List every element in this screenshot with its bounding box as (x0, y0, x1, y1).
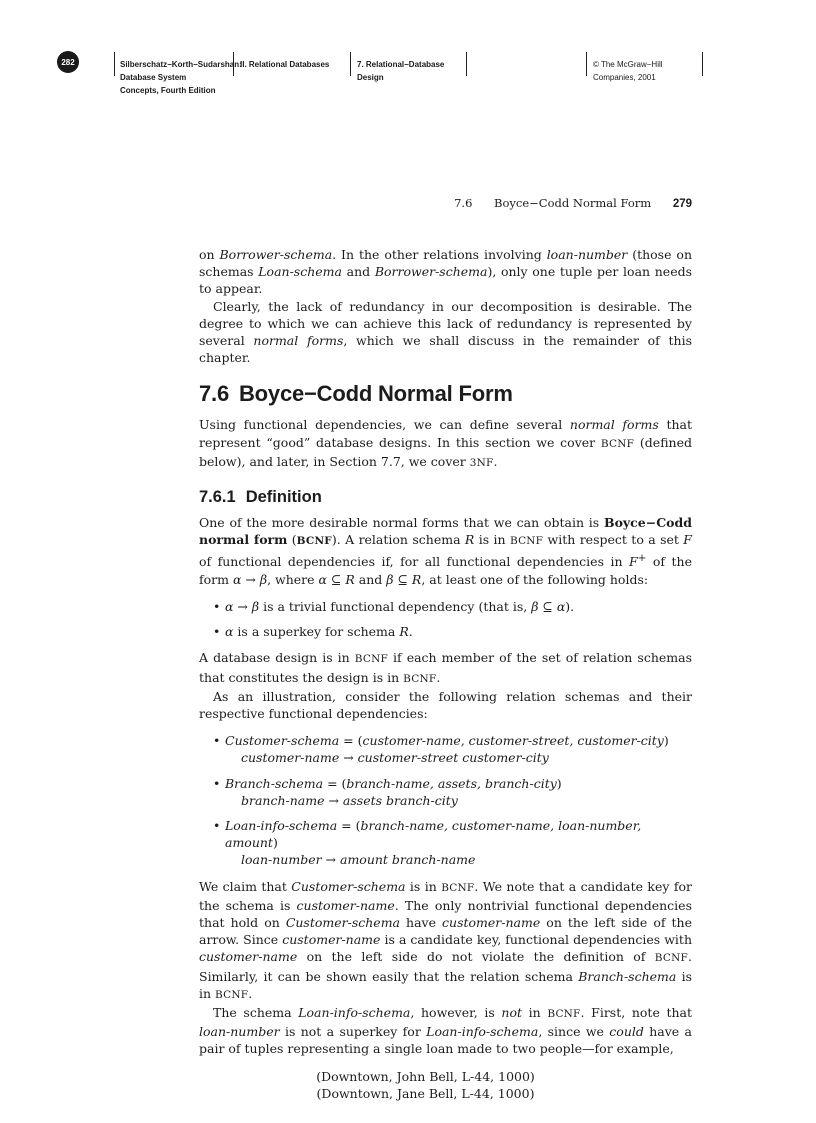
list-item: • Branch-schema = (branch-name, assets, branch-city) branch-name → assets branch-city (225, 775, 692, 809)
header-copyright-cont: Companies, 2001 (593, 73, 656, 82)
functional-dependency: loan-number → amount branch-name (241, 852, 476, 868)
header-copyright: © The McGraw−Hill (593, 60, 663, 69)
list-item: • Customer-schema = (customer-name, customer-street, customer-city) customer-name → customer-street customer-city (225, 732, 692, 766)
paragraph: The schema Loan-info-schema, however, is not in BCNF. First, note that loan-number is not a superkey for Loan-info-schema, since we could have a pair of tuples representing a single loan made to two people—for example, (199, 1005, 693, 1057)
tuple: (Downtown, John Bell, L-44, 1000) (316, 1068, 535, 1084)
header-authors: Silberschatz−Korth−Sudarshan: (120, 60, 242, 69)
subsection-heading: 7.6.1 Definition (199, 488, 322, 507)
section-heading: 7.6 Boyce−Codd Normal Form (199, 381, 513, 407)
header-book-edition: Concepts, Fourth Edition (120, 86, 216, 95)
list-item: • α is a superkey for schema R. (225, 623, 692, 640)
page-body (199, 246, 692, 1102)
running-head (454, 196, 692, 210)
running-head-section-title: Boyce−Codd Normal Form (494, 196, 652, 210)
header-divider (586, 52, 587, 76)
header-divider (466, 52, 467, 76)
example-tuples (199, 1068, 692, 1102)
paragraph: Clearly, the lack of redundancy in our decomposition is desirable. The degree to which we can achieve this lack of redundancy is represented by several normal forms, which we shall discuss in the remainder of this chapter. (199, 298, 692, 366)
header-book-title: Database System (120, 73, 187, 82)
list-item: • α → β is a trivial functional dependency (that is, β ⊆ α). (225, 598, 692, 615)
paragraph: on Borrower-schema. In the other relations involving loan-number (those on schemas Loan-schema and Borrower-schema), only one tuple per loan needs to appear. (199, 247, 693, 297)
paragraph: As an illustration, consider the following relation schemas and their respective functional dependencies: (199, 688, 692, 722)
header-chapter: 7. Relational−Database (357, 60, 445, 69)
schema-list (199, 732, 692, 868)
paragraph: One of the more desirable normal forms that we can obtain is Boyce−Codd normal form (BCNF). A relation schema R is in BCNF with respect to a set F of functional dependencies if, for all functional dependencies in F+ of the form α → β, where α ⊆ R and β ⊆ R, at least one of the following holds: (199, 515, 692, 587)
paragraph: Using functional dependencies, we can define several normal forms that represent “good” database designs. In this section we cover BCNF (defined below), and later, in Section 7.7, we cover 3NF. (199, 417, 692, 469)
functional-dependency: customer-name → customer-street customer-city (241, 750, 549, 766)
page-number-badge: 282 (57, 51, 79, 73)
header-chapter-cont: Design (357, 73, 384, 82)
running-head-section-number: 7.6 (454, 196, 473, 210)
functional-dependency: branch-name → assets branch-city (241, 792, 458, 808)
list-item: • Loan-info-schema = (branch-name, customer-name, loan-number, amount) loan-number → amount branch-name (225, 817, 692, 869)
header-part: II. Relational Databases (240, 60, 330, 69)
header-divider (114, 52, 115, 76)
bcnf-conditions (199, 598, 692, 640)
tuple: (Downtown, Jane Bell, L-44, 1000) (316, 1085, 535, 1101)
header-divider (350, 52, 351, 76)
header-divider (702, 52, 703, 76)
running-head-page-number: 279 (672, 198, 692, 210)
paragraph: A database design is in BCNF if each member of the set of relation schemas that constitutes the design is in BCNF. (199, 650, 692, 685)
paragraph: We claim that Customer-schema is in BCNF. We note that a candidate key for the schema is customer-name. The only nontrivial functional dependencies that hold on Customer-schema have customer-name on the left side of the arrow. Since customer-name is a candidate key, functional dependencies with customer-name on the left side do not violate the definition of BCNF. Similarly, it can be shown easily that the relation schema Branch-schema is in BCNF. (199, 878, 692, 1001)
